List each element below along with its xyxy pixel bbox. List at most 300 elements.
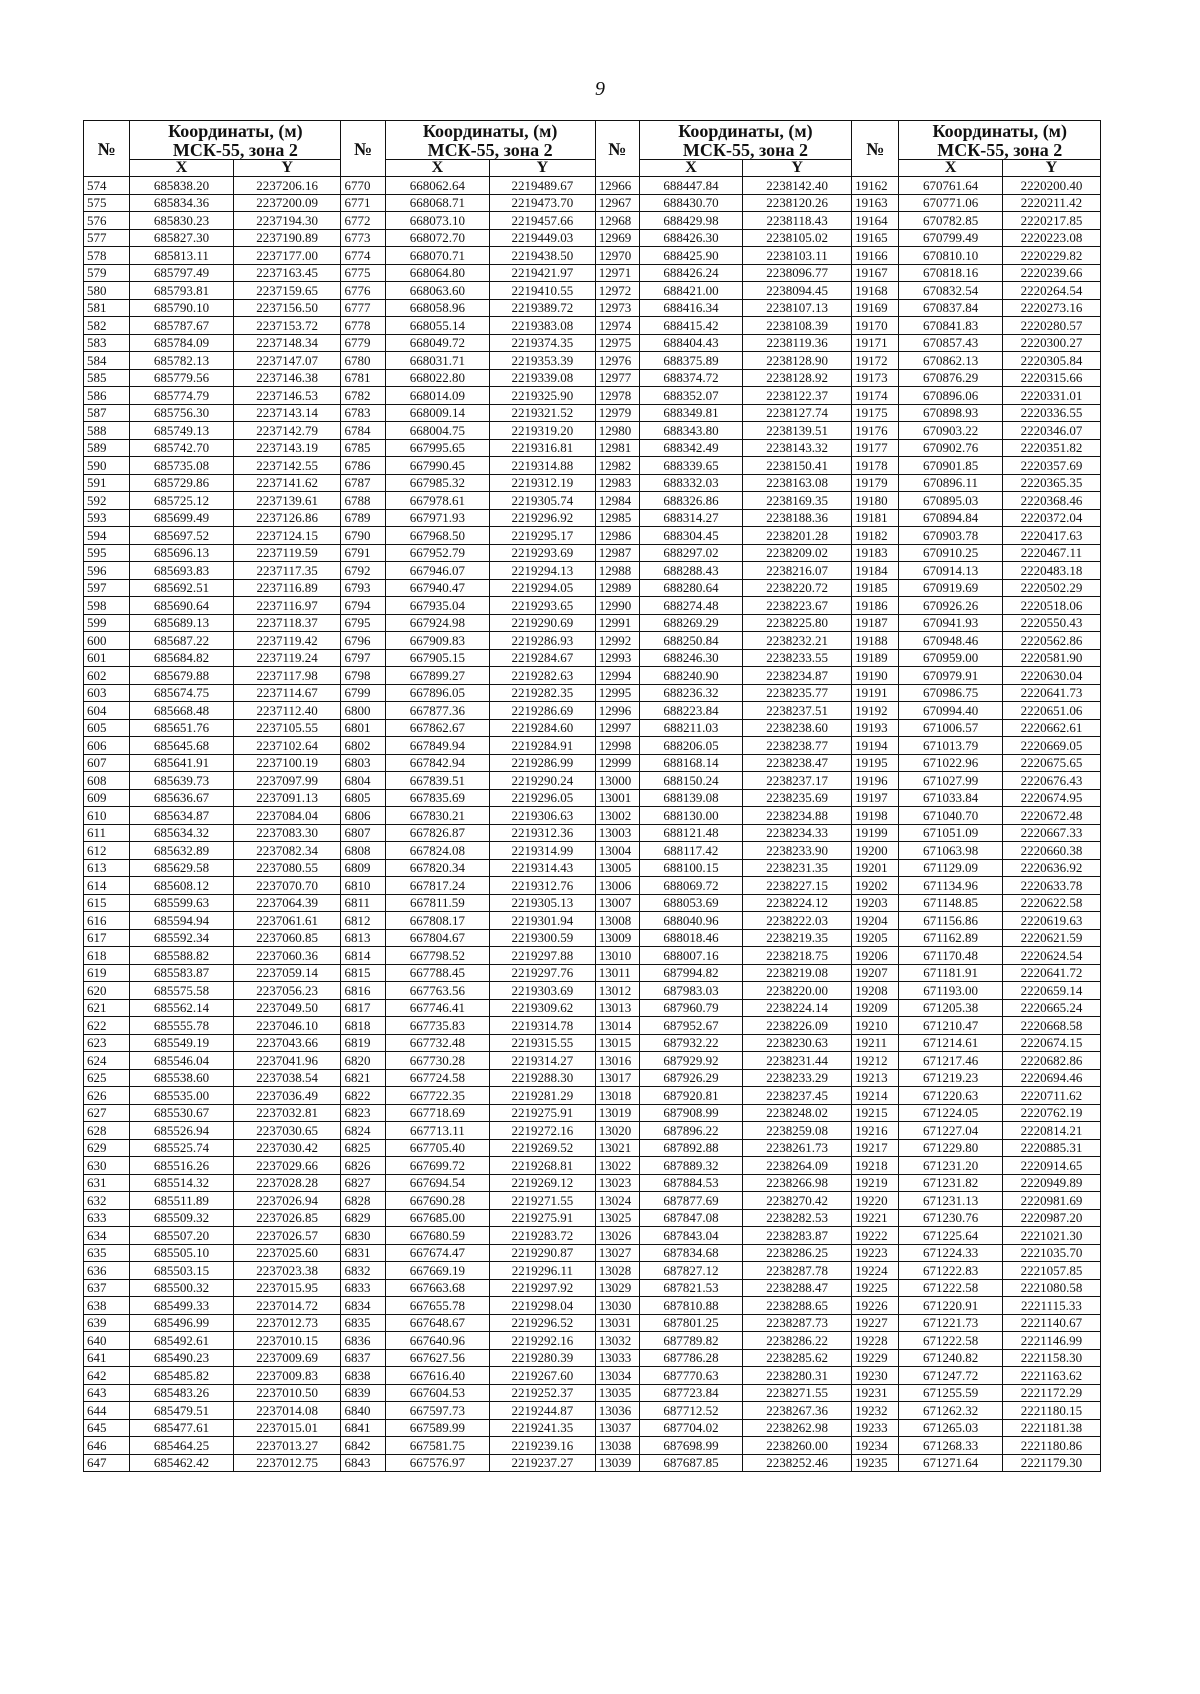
point-number: 6843	[341, 1454, 385, 1472]
point-number: 12996	[595, 702, 639, 720]
x-coordinate: 671022.96	[899, 754, 1002, 772]
point-number: 13017	[595, 1069, 639, 1087]
x-coordinate: 687698.99	[639, 1437, 742, 1455]
x-coordinate: 685813.11	[130, 247, 233, 265]
x-coordinate: 688040.96	[639, 912, 742, 930]
x-coordinate: 668063.60	[385, 282, 490, 300]
y-coordinate: 2238209.02	[743, 544, 852, 562]
y-coordinate: 2220368.46	[1002, 492, 1100, 510]
x-coordinate: 687983.03	[639, 982, 742, 1000]
point-number: 584	[84, 352, 130, 370]
point-number: 13032	[595, 1332, 639, 1350]
y-coordinate: 2219410.55	[490, 282, 596, 300]
x-coordinate: 667877.36	[385, 702, 490, 720]
point-number: 619	[84, 964, 130, 982]
y-coordinate: 2219312.36	[490, 824, 596, 842]
table-row	[84, 299, 1101, 317]
table-row	[84, 807, 1101, 825]
point-number: 605	[84, 719, 130, 737]
y-coordinate: 2238238.60	[743, 719, 852, 737]
y-coordinate: 2237118.37	[233, 614, 341, 632]
table-row	[84, 649, 1101, 667]
y-coordinate: 2237014.72	[233, 1297, 341, 1315]
x-column-header: X	[385, 160, 490, 177]
y-coordinate: 2219281.29	[490, 1087, 596, 1105]
y-coordinate: 2219319.20	[490, 422, 596, 440]
coord-system-header: МСК-55, зона 2	[899, 141, 1101, 160]
y-coordinate: 2219284.91	[490, 737, 596, 755]
x-coordinate: 685639.73	[130, 772, 233, 790]
x-coordinate: 688349.81	[639, 404, 742, 422]
y-coordinate: 2237028.28	[233, 1174, 341, 1192]
x-coordinate: 667940.47	[385, 579, 490, 597]
point-number: 19199	[852, 824, 899, 842]
point-number: 13013	[595, 999, 639, 1017]
table-row	[84, 982, 1101, 1000]
x-coordinate: 687884.53	[639, 1174, 742, 1192]
table-row	[84, 579, 1101, 597]
x-coordinate: 671210.47	[899, 1017, 1002, 1035]
y-coordinate: 2220483.18	[1002, 562, 1100, 580]
point-number: 6774	[341, 247, 385, 265]
table-row	[84, 1244, 1101, 1262]
point-number: 612	[84, 842, 130, 860]
point-number: 13027	[595, 1244, 639, 1262]
table-row	[84, 999, 1101, 1017]
x-coordinate: 671224.05	[899, 1104, 1002, 1122]
point-number: 580	[84, 282, 130, 300]
point-number: 19179	[852, 474, 899, 492]
table-row	[84, 1279, 1101, 1297]
x-coordinate: 671255.59	[899, 1384, 1002, 1402]
x-coordinate: 671268.33	[899, 1437, 1002, 1455]
y-coordinate: 2237143.19	[233, 439, 341, 457]
point-number: 19198	[852, 807, 899, 825]
point-number: 13001	[595, 789, 639, 807]
point-number: 578	[84, 247, 130, 265]
point-number: 594	[84, 527, 130, 545]
y-coordinate: 2237159.65	[233, 282, 341, 300]
point-number: 6837	[341, 1349, 385, 1367]
x-coordinate: 671162.89	[899, 929, 1002, 947]
x-coordinate: 667597.73	[385, 1402, 490, 1420]
point-number: 13019	[595, 1104, 639, 1122]
table-row	[84, 562, 1101, 580]
x-coordinate: 667971.93	[385, 509, 490, 527]
table-row	[84, 1402, 1101, 1420]
table-row	[84, 457, 1101, 475]
point-number: 13012	[595, 982, 639, 1000]
point-number: 19224	[852, 1262, 899, 1280]
point-number: 646	[84, 1437, 130, 1455]
x-coordinate: 687960.79	[639, 999, 742, 1017]
y-coordinate: 2237163.45	[233, 264, 341, 282]
point-number: 19197	[852, 789, 899, 807]
y-coordinate: 2237082.34	[233, 842, 341, 860]
x-coordinate: 667730.28	[385, 1052, 490, 1070]
x-coordinate: 685599.63	[130, 894, 233, 912]
point-number: 13022	[595, 1157, 639, 1175]
x-coordinate: 687712.52	[639, 1402, 742, 1420]
coord-system-header: МСК-55, зона 2	[639, 141, 851, 160]
y-coordinate: 2220621.59	[1002, 929, 1100, 947]
x-coordinate: 688332.03	[639, 474, 742, 492]
y-coordinate: 2219314.27	[490, 1052, 596, 1070]
x-coordinate: 685511.89	[130, 1192, 233, 1210]
y-column-header: Y	[743, 160, 852, 177]
y-coordinate: 2219297.88	[490, 947, 596, 965]
point-number: 6836	[341, 1332, 385, 1350]
y-coordinate: 2219268.81	[490, 1157, 596, 1175]
x-coordinate: 667581.75	[385, 1437, 490, 1455]
point-number: 6811	[341, 894, 385, 912]
point-number: 624	[84, 1052, 130, 1070]
y-coordinate: 2219296.52	[490, 1314, 596, 1332]
x-coordinate: 667798.52	[385, 947, 490, 965]
y-coordinate: 2219314.78	[490, 1017, 596, 1035]
point-number: 12987	[595, 544, 639, 562]
x-coordinate: 671181.91	[899, 964, 1002, 982]
y-coordinate: 2220273.16	[1002, 299, 1100, 317]
y-coordinate: 2237153.72	[233, 317, 341, 335]
y-coordinate: 2219301.94	[490, 912, 596, 930]
x-coordinate: 685499.33	[130, 1297, 233, 1315]
point-number: 599	[84, 614, 130, 632]
x-coordinate: 667804.67	[385, 929, 490, 947]
y-coordinate: 2237080.55	[233, 859, 341, 877]
point-number: 607	[84, 754, 130, 772]
y-coordinate: 2221115.33	[1002, 1297, 1100, 1315]
y-coordinate: 2238128.92	[743, 369, 852, 387]
y-coordinate: 2220949.89	[1002, 1174, 1100, 1192]
y-coordinate: 2220200.40	[1002, 177, 1100, 195]
y-coordinate: 2238231.35	[743, 859, 852, 877]
y-coordinate: 2237116.89	[233, 579, 341, 597]
y-coordinate: 2238107.13	[743, 299, 852, 317]
point-number: 19200	[852, 842, 899, 860]
y-coordinate: 2238237.17	[743, 772, 852, 790]
point-number: 19163	[852, 194, 899, 212]
x-coordinate: 668072.70	[385, 229, 490, 247]
x-coordinate: 667674.47	[385, 1244, 490, 1262]
point-number: 12971	[595, 264, 639, 282]
x-coordinate: 687801.25	[639, 1314, 742, 1332]
x-coordinate: 670896.11	[899, 474, 1002, 492]
x-coordinate: 671225.64	[899, 1227, 1002, 1245]
point-number: 13024	[595, 1192, 639, 1210]
point-number: 633	[84, 1209, 130, 1227]
y-coordinate: 2220467.11	[1002, 544, 1100, 562]
x-coordinate: 667985.32	[385, 474, 490, 492]
point-number: 19175	[852, 404, 899, 422]
y-coordinate: 2221057.85	[1002, 1262, 1100, 1280]
point-number: 19184	[852, 562, 899, 580]
point-number: 614	[84, 877, 130, 895]
y-coordinate: 2219421.97	[490, 264, 596, 282]
x-coordinate: 685641.91	[130, 754, 233, 772]
y-coordinate: 2221181.38	[1002, 1419, 1100, 1437]
x-coordinate: 671214.61	[899, 1034, 1002, 1052]
point-number: 6828	[341, 1192, 385, 1210]
x-coordinate: 685514.32	[130, 1174, 233, 1192]
y-coordinate: 2238264.09	[743, 1157, 852, 1175]
x-coordinate: 688069.72	[639, 877, 742, 895]
point-number: 12980	[595, 422, 639, 440]
x-coordinate: 670901.85	[899, 457, 1002, 475]
point-number: 628	[84, 1122, 130, 1140]
x-coordinate: 685530.67	[130, 1104, 233, 1122]
point-number: 598	[84, 597, 130, 615]
point-number: 12981	[595, 439, 639, 457]
point-number: 12992	[595, 632, 639, 650]
point-number: 12991	[595, 614, 639, 632]
y-coordinate: 2221180.86	[1002, 1437, 1100, 1455]
table-row	[84, 1052, 1101, 1070]
point-number: 6777	[341, 299, 385, 317]
x-coordinate: 668055.14	[385, 317, 490, 335]
point-number: 19216	[852, 1122, 899, 1140]
x-coordinate: 670994.40	[899, 702, 1002, 720]
x-coordinate: 670818.16	[899, 264, 1002, 282]
y-coordinate: 2238237.45	[743, 1087, 852, 1105]
y-coordinate: 2238248.02	[743, 1104, 852, 1122]
x-coordinate: 688342.49	[639, 439, 742, 457]
y-coordinate: 2238232.21	[743, 632, 852, 650]
y-coordinate: 2237117.35	[233, 562, 341, 580]
x-coordinate: 671247.72	[899, 1367, 1002, 1385]
point-number: 6824	[341, 1122, 385, 1140]
y-coordinate: 2220346.07	[1002, 422, 1100, 440]
x-coordinate: 687723.84	[639, 1384, 742, 1402]
point-number: 12984	[595, 492, 639, 510]
table-row	[84, 422, 1101, 440]
point-number: 19194	[852, 737, 899, 755]
point-number: 12982	[595, 457, 639, 475]
x-coordinate: 685784.09	[130, 334, 233, 352]
x-column-header: X	[899, 160, 1002, 177]
x-coordinate: 685699.49	[130, 509, 233, 527]
x-column-header: X	[639, 160, 742, 177]
x-coordinate: 685629.58	[130, 859, 233, 877]
y-coordinate: 2220676.43	[1002, 772, 1100, 790]
y-coordinate: 2221021.30	[1002, 1227, 1100, 1245]
x-coordinate: 671227.04	[899, 1122, 1002, 1140]
y-coordinate: 2238225.80	[743, 614, 852, 632]
table-row	[84, 352, 1101, 370]
point-number: 6815	[341, 964, 385, 982]
y-coordinate: 2238237.51	[743, 702, 852, 720]
point-number: 13004	[595, 842, 639, 860]
y-coordinate: 2219267.60	[490, 1367, 596, 1385]
table-row	[84, 1349, 1101, 1367]
point-number: 13037	[595, 1419, 639, 1437]
point-number: 6838	[341, 1367, 385, 1385]
x-coordinate: 687704.02	[639, 1419, 742, 1437]
point-number: 12993	[595, 649, 639, 667]
point-number: 6795	[341, 614, 385, 632]
x-coordinate: 667978.61	[385, 492, 490, 510]
y-coordinate: 2219288.30	[490, 1069, 596, 1087]
point-number: 12983	[595, 474, 639, 492]
x-coordinate: 670896.06	[899, 387, 1002, 405]
table-row	[84, 877, 1101, 895]
num-column-header: №	[341, 121, 385, 177]
y-coordinate: 2238188.36	[743, 509, 852, 527]
y-coordinate: 2237036.49	[233, 1087, 341, 1105]
point-number: 6792	[341, 562, 385, 580]
point-number: 583	[84, 334, 130, 352]
table-row	[84, 474, 1101, 492]
num-column-header: №	[84, 121, 130, 177]
x-coordinate: 688415.42	[639, 317, 742, 335]
x-coordinate: 685674.75	[130, 684, 233, 702]
y-coordinate: 2221163.62	[1002, 1367, 1100, 1385]
y-coordinate: 2237124.15	[233, 527, 341, 545]
x-coordinate: 667685.00	[385, 1209, 490, 1227]
coords-header: Координаты, (м)	[639, 121, 851, 142]
y-coordinate: 2221080.58	[1002, 1279, 1100, 1297]
y-coordinate: 2219303.69	[490, 982, 596, 1000]
x-coordinate: 688018.46	[639, 929, 742, 947]
point-number: 19235	[852, 1454, 899, 1472]
point-number: 19170	[852, 317, 899, 335]
point-number: 19213	[852, 1069, 899, 1087]
x-coordinate: 667627.56	[385, 1349, 490, 1367]
point-number: 639	[84, 1314, 130, 1332]
point-number: 13031	[595, 1314, 639, 1332]
point-number: 13035	[595, 1384, 639, 1402]
point-number: 19204	[852, 912, 899, 930]
x-coordinate: 685483.26	[130, 1384, 233, 1402]
x-coordinate: 685464.25	[130, 1437, 233, 1455]
x-coordinate: 670876.29	[899, 369, 1002, 387]
x-coordinate: 685793.81	[130, 282, 233, 300]
x-coordinate: 671222.58	[899, 1332, 1002, 1350]
x-coordinate: 670979.91	[899, 667, 1002, 685]
point-number: 19188	[852, 632, 899, 650]
y-coordinate: 2219315.55	[490, 1034, 596, 1052]
y-coordinate: 2237032.81	[233, 1104, 341, 1122]
table-row	[84, 212, 1101, 230]
point-number: 6812	[341, 912, 385, 930]
x-coordinate: 685779.56	[130, 369, 233, 387]
point-number: 6803	[341, 754, 385, 772]
x-coordinate: 687843.04	[639, 1227, 742, 1245]
x-coordinate: 685827.30	[130, 229, 233, 247]
x-coordinate: 685632.89	[130, 842, 233, 860]
point-number: 576	[84, 212, 130, 230]
table-row	[84, 1174, 1101, 1192]
point-number: 19186	[852, 597, 899, 615]
x-coordinate: 687821.53	[639, 1279, 742, 1297]
y-coordinate: 2237023.38	[233, 1262, 341, 1280]
x-coordinate: 671224.33	[899, 1244, 1002, 1262]
x-coordinate: 671221.73	[899, 1314, 1002, 1332]
point-number: 575	[84, 194, 130, 212]
point-number: 6800	[341, 702, 385, 720]
y-coordinate: 2220665.24	[1002, 999, 1100, 1017]
table-row	[84, 247, 1101, 265]
y-coordinate: 2220630.04	[1002, 667, 1100, 685]
table-row	[84, 702, 1101, 720]
point-number: 13000	[595, 772, 639, 790]
x-coordinate: 671027.99	[899, 772, 1002, 790]
y-coordinate: 2238220.00	[743, 982, 852, 1000]
x-coordinate: 685538.60	[130, 1069, 233, 1087]
y-coordinate: 2219293.69	[490, 544, 596, 562]
point-number: 6842	[341, 1437, 385, 1455]
point-number: 6789	[341, 509, 385, 527]
x-coordinate: 667732.48	[385, 1034, 490, 1052]
y-coordinate: 2238220.72	[743, 579, 852, 597]
x-coordinate: 670941.93	[899, 614, 1002, 632]
point-number: 620	[84, 982, 130, 1000]
y-coordinate: 2219374.35	[490, 334, 596, 352]
x-coordinate: 667718.69	[385, 1104, 490, 1122]
y-coordinate: 2219314.43	[490, 859, 596, 877]
y-coordinate: 2238234.33	[743, 824, 852, 842]
point-number: 6817	[341, 999, 385, 1017]
y-coordinate: 2219283.72	[490, 1227, 596, 1245]
point-number: 19202	[852, 877, 899, 895]
table-row	[84, 632, 1101, 650]
point-number: 13015	[595, 1034, 639, 1052]
y-coordinate: 2238227.15	[743, 877, 852, 895]
y-coordinate: 2219438.50	[490, 247, 596, 265]
x-coordinate: 667616.40	[385, 1367, 490, 1385]
point-number: 19166	[852, 247, 899, 265]
y-coordinate: 2219305.13	[490, 894, 596, 912]
x-coordinate: 667946.07	[385, 562, 490, 580]
y-coordinate: 2237143.14	[233, 404, 341, 422]
point-number: 6814	[341, 947, 385, 965]
y-coordinate: 2219290.69	[490, 614, 596, 632]
table-row	[84, 1419, 1101, 1437]
x-coordinate: 671129.09	[899, 859, 1002, 877]
y-coordinate: 2238287.78	[743, 1262, 852, 1280]
point-number: 6809	[341, 859, 385, 877]
x-coordinate: 685684.82	[130, 649, 233, 667]
point-number: 19176	[852, 422, 899, 440]
x-coordinate: 670761.64	[899, 177, 1002, 195]
coords-header: Координаты, (м)	[130, 121, 341, 142]
table-row	[84, 439, 1101, 457]
y-coordinate: 2220417.63	[1002, 527, 1100, 545]
y-coordinate: 2238222.03	[743, 912, 852, 930]
x-coordinate: 687952.67	[639, 1017, 742, 1035]
x-coordinate: 667699.72	[385, 1157, 490, 1175]
x-coordinate: 685592.34	[130, 929, 233, 947]
point-number: 590	[84, 457, 130, 475]
num-column-header: №	[595, 121, 639, 177]
y-coordinate: 2238262.98	[743, 1419, 852, 1437]
point-number: 12973	[595, 299, 639, 317]
point-number: 19225	[852, 1279, 899, 1297]
y-coordinate: 2219290.87	[490, 1244, 596, 1262]
point-number: 12999	[595, 754, 639, 772]
x-coordinate: 667648.67	[385, 1314, 490, 1332]
y-coordinate: 2221180.15	[1002, 1402, 1100, 1420]
x-coordinate: 688280.64	[639, 579, 742, 597]
y-coordinate: 2220223.08	[1002, 229, 1100, 247]
x-coordinate: 667669.19	[385, 1262, 490, 1280]
table-row	[84, 387, 1101, 405]
point-number: 600	[84, 632, 130, 650]
point-number: 610	[84, 807, 130, 825]
point-number: 13014	[595, 1017, 639, 1035]
x-coordinate: 668070.71	[385, 247, 490, 265]
y-coordinate: 2237009.69	[233, 1349, 341, 1367]
